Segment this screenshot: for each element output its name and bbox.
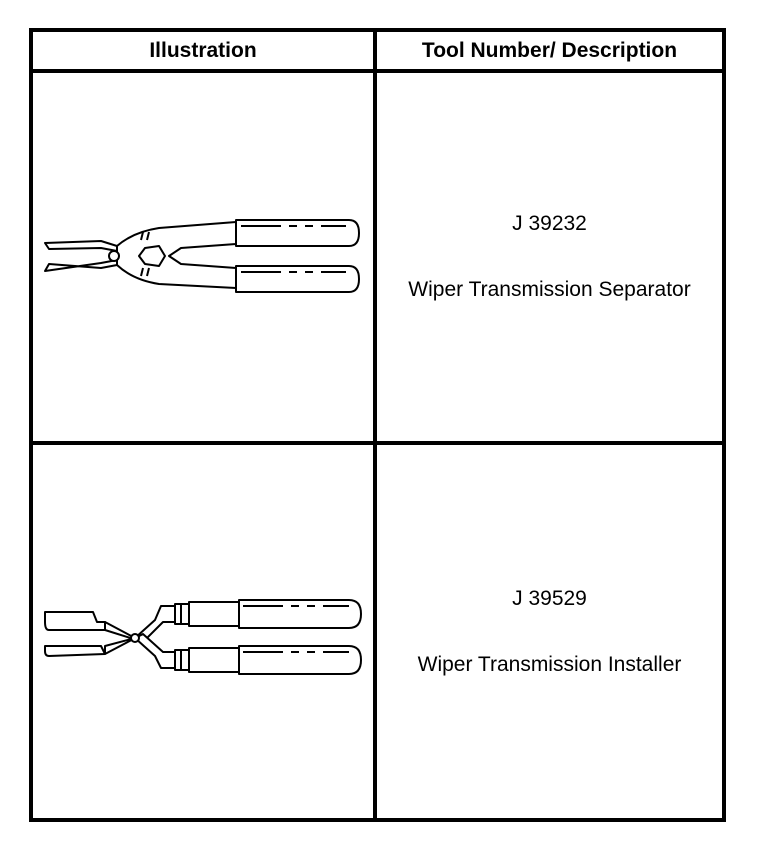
tool-table	[29, 28, 726, 822]
header-illustration: Illustration	[149, 39, 257, 62]
table-border-right	[722, 28, 726, 822]
table-border-left	[29, 28, 33, 822]
tool-number: J 39232	[512, 212, 587, 235]
tool-description: Wiper Transmission Separator	[408, 278, 691, 301]
tool-number: J 39529	[512, 586, 587, 610]
table-border-bottom	[29, 818, 726, 822]
tool-cell-separator	[377, 73, 722, 441]
tool-description: Wiper Transmission Installer	[417, 652, 682, 676]
header-tool-description: Tool Number/ Description	[421, 39, 678, 62]
separator-pliers-illustration	[41, 214, 363, 294]
installer-pliers-illustration	[43, 598, 365, 678]
tool-cell-installer	[377, 445, 722, 818]
